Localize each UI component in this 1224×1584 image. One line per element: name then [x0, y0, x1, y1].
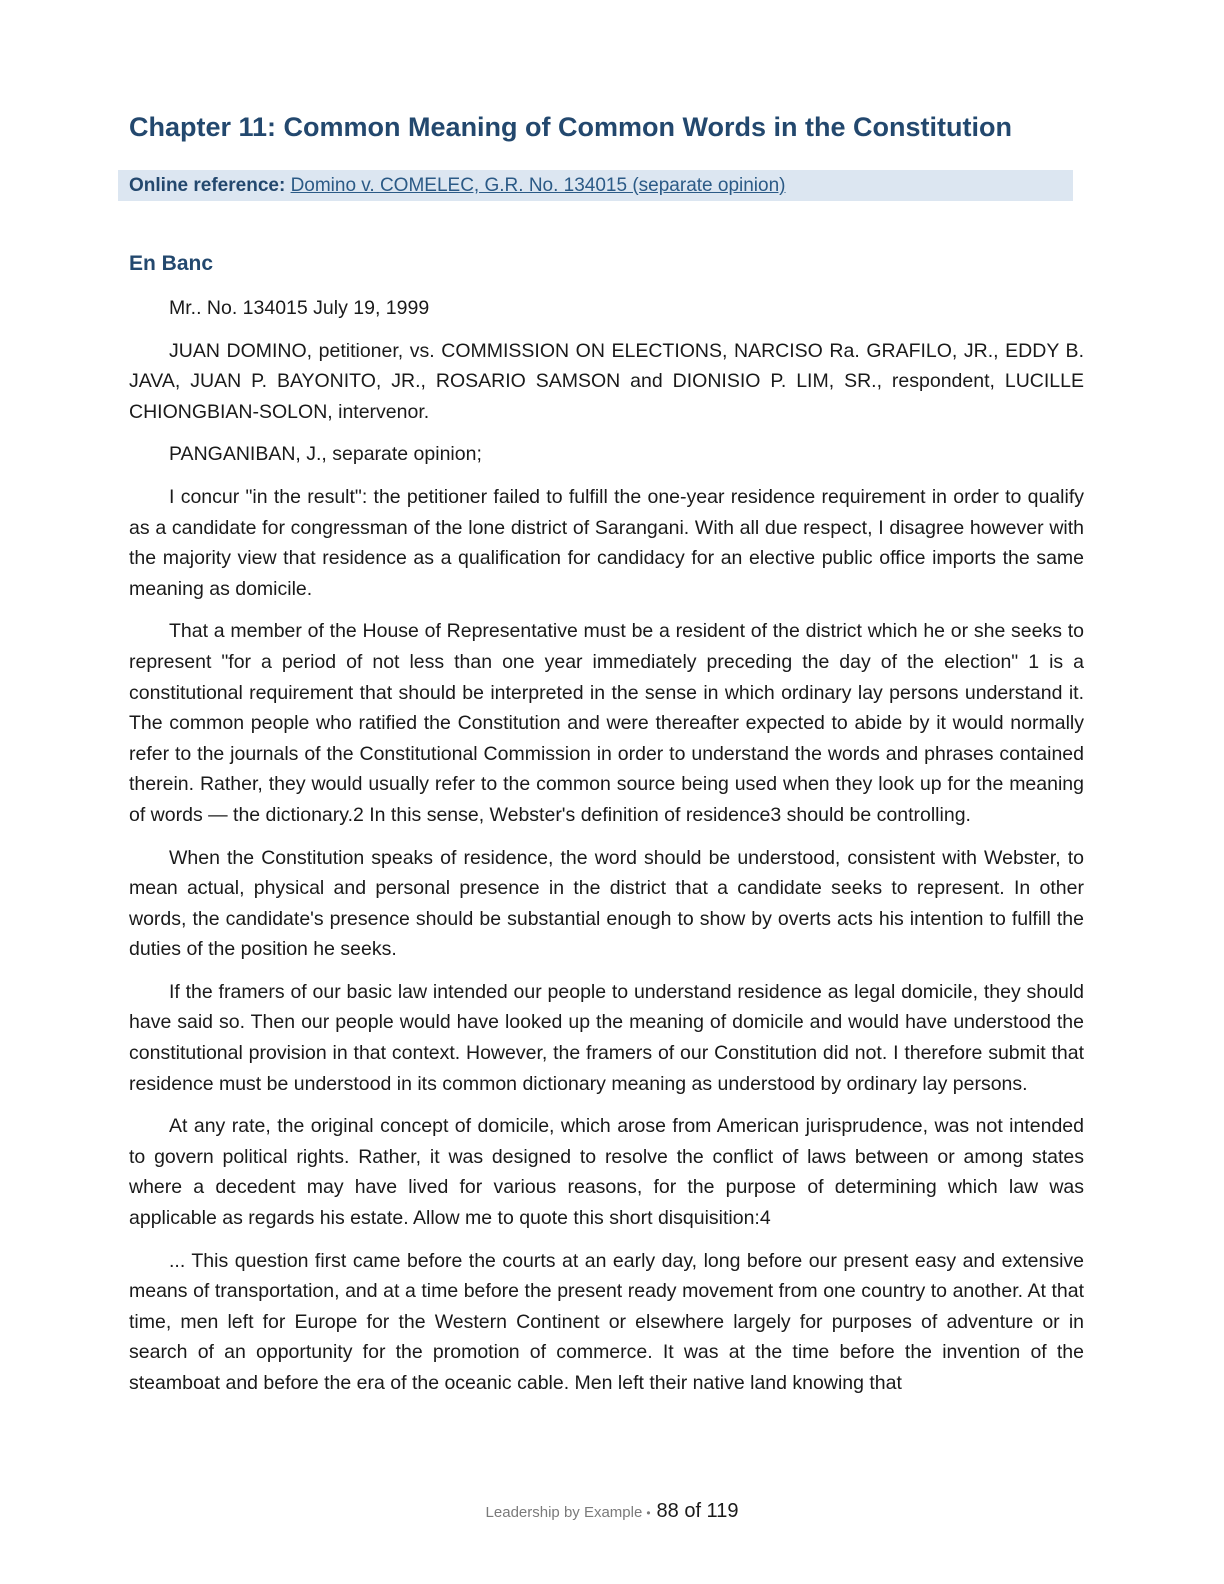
body-paragraph: When the Constitution speaks of residence, the word should be understood, consistent with Webster, to mean actual, physical and personal presence in the district that a candidate seeks to represent. In other words, the candidate's presence should be substantial enough to show by overts acts his intention to fulfill the duties of the position he seeks. — [129, 846, 1084, 961]
opinion-author-line: PANGANIBAN, J., separate opinion; — [169, 443, 482, 466]
body-paragraph: If the framers of our basic law intended our people to understand residence as legal domicile, they should have said so. Then our people would have looked up the meaning of domicile and would have understood the constitutional provision in that context. However, the framers of our Constitution did not. I therefore submit that residence must be understood in its common dictionary meaning as understood by ordinary lay persons. — [129, 980, 1084, 1095]
chapter-title: Chapter 11: Common Meaning of Common Words in the Constitution — [129, 112, 1012, 142]
body-paragraph: That a member of the House of Representative must be a resident of the district which he or she seeks to represent "for a period of not less than one year immediately preceding the day of the election" 1 is a constitutional requirement that should be interpreted in the sense in which ordinary lay persons understand it. The common people who ratified the Constitution and were thereafter expected to abide by it would normally refer to the journals of the Constitutional Commission in order to understand the words and phrases contained therein. Rather, they would usually refer to the common source being used when they look up for the meaning of words — the dictionary.2 In this sense, Webster's definition of residence3 should be controlling. — [129, 620, 1084, 826]
page-number: 88 of 119 — [656, 1500, 739, 1522]
body-paragraph: At any rate, the original concept of domicile, which arose from American jurisprudence, was not intended to govern political rights. Rather, it was designed to resolve the conflict of laws between or among states where a decedent may have lived for various reasons, for the purpose of determining which law was applicable as regards his estate. Allow me to quote this short disquisition:4 — [129, 1115, 1084, 1230]
page-footer — [0, 1500, 1224, 1523]
footer-label: Leadership by Example — [485, 1504, 643, 1521]
quoted-paragraph: ... This question first came before the courts at an early day, long before our present easy and extensive means of transportation, and at a time before the present ready movement from one country to another. At that time, men left for Europe for the Western Continent or elsewhere largely for purposes of adventure or in search of an opportunity for the promotion of commerce. It was at the time before the invention of the steamboat and before the era of the oceanic cable. Men left their native land knowing that — [129, 1249, 1084, 1394]
case-parties-paragraph: JUAN DOMINO, petitioner, vs. COMMISSION ON ELECTIONS, NARCISO Ra. GRAFILO, JR., EDDY B. JAVA, JUAN P. BAYONITO, JR., ROSARIO SAMSON and DIONISIO P. LIM, SR., respondent, LUCILLE CHIONGBIAN-SOLON, intervenor. — [129, 339, 1084, 423]
footer-separator: • — [646, 1506, 651, 1520]
case-number-line: Mr.. No. 134015 July 19, 1999 — [169, 297, 430, 319]
online-reference-label: Online reference: — [129, 175, 286, 196]
online-reference-link[interactable]: Domino v. COMELEC, G.R. No. 134015 (separate opinion) — [290, 175, 786, 196]
section-heading: En Banc — [129, 252, 214, 275]
body-paragraph: I concur "in the result": the petitioner failed to fulfill the one-year residence requirement in order to qualify as a candidate for congressman of the lone district of Sarangani. With all due respect, I disagree however with the majority view that residence as a qualification for candidacy for an elective public office imports the same meaning as domicile. — [129, 485, 1084, 600]
document-body — [129, 293, 1084, 1411]
online-reference-bar — [118, 170, 1073, 201]
